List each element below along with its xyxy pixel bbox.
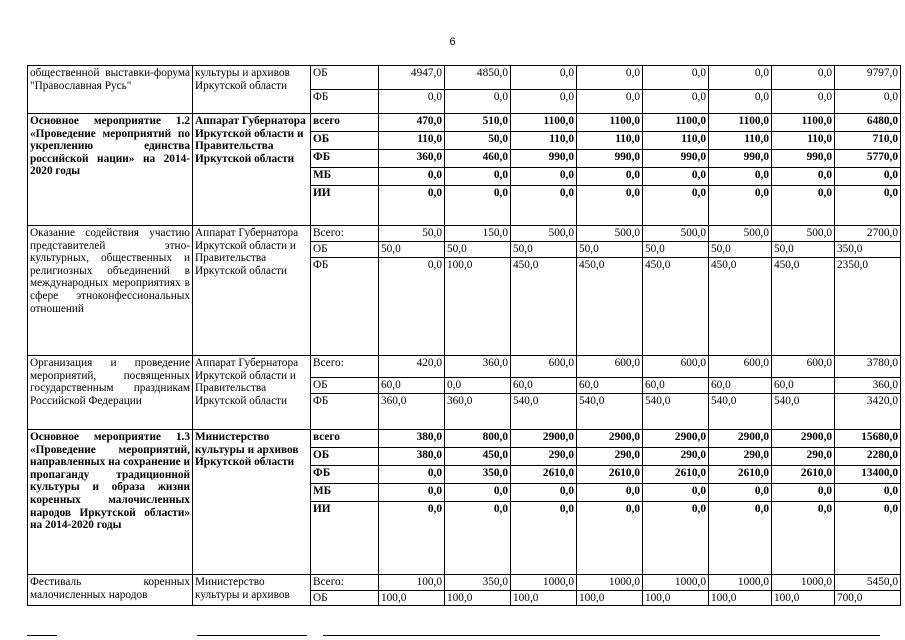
funding-source: ФБ bbox=[311, 258, 379, 356]
funding-source: Всего: bbox=[311, 356, 379, 378]
year-value: 110,0 bbox=[772, 132, 835, 150]
year-value: 600,0 bbox=[709, 356, 772, 378]
funding-source: ФБ bbox=[311, 150, 379, 168]
year-value: 0,0 bbox=[445, 378, 511, 394]
year-value: 450,0 bbox=[772, 258, 835, 356]
year-value: 350,0 bbox=[445, 466, 511, 484]
page-number: 6 bbox=[449, 36, 456, 48]
year-value: 360,0 bbox=[379, 150, 445, 168]
year-value: 2900,0 bbox=[709, 430, 772, 448]
year-value: 50,0 bbox=[379, 242, 445, 258]
page-cut-edge bbox=[27, 630, 880, 640]
year-value: 50,0 bbox=[379, 226, 445, 242]
year-value: 0,0 bbox=[709, 90, 772, 114]
year-value: 100,0 bbox=[643, 590, 709, 606]
year-value: 500,0 bbox=[772, 226, 835, 242]
executor-name: Аппарат Губернатора Иркутской области и Правительства Иркутской области bbox=[193, 356, 311, 430]
total-value: 710,0 bbox=[835, 132, 901, 150]
year-value: 100,0 bbox=[772, 590, 835, 606]
year-value: 0,0 bbox=[577, 168, 643, 186]
year-value: 60,0 bbox=[577, 378, 643, 394]
year-value: 0,0 bbox=[379, 484, 445, 502]
year-value: 50,0 bbox=[643, 242, 709, 258]
year-value: 540,0 bbox=[643, 394, 709, 430]
year-value: 360,0 bbox=[379, 394, 445, 430]
year-value: 0,0 bbox=[772, 168, 835, 186]
year-value: 110,0 bbox=[577, 132, 643, 150]
year-value: 110,0 bbox=[379, 132, 445, 150]
funding-source: ФБ bbox=[311, 90, 379, 114]
year-value: 540,0 bbox=[772, 394, 835, 430]
year-value: 540,0 bbox=[577, 394, 643, 430]
year-value: 290,0 bbox=[577, 448, 643, 466]
year-value: 0,0 bbox=[643, 168, 709, 186]
year-value: 470,0 bbox=[379, 114, 445, 132]
year-value: 50,0 bbox=[445, 132, 511, 150]
year-value: 4850,0 bbox=[445, 66, 511, 90]
year-value: 4947,0 bbox=[379, 66, 445, 90]
year-value: 1100,0 bbox=[772, 114, 835, 132]
year-value: 450,0 bbox=[445, 448, 511, 466]
executor-name: Аппарат Губернатора Иркутской области и Правительства Иркутской области bbox=[193, 226, 311, 356]
year-value: 50,0 bbox=[709, 242, 772, 258]
activity-description: Организация и проведение мероприятий, посвященных государственным праздникам Российской Федерации bbox=[28, 356, 193, 430]
total-value: 700,0 bbox=[835, 590, 901, 606]
year-value: 0,0 bbox=[772, 66, 835, 90]
year-value: 2610,0 bbox=[643, 466, 709, 484]
funding-source: МБ bbox=[311, 168, 379, 186]
year-value: 0,0 bbox=[643, 66, 709, 90]
funding-source: МБ bbox=[311, 484, 379, 502]
executor-name: Аппарат Губернатора Иркутской области и Правительства Иркутской области bbox=[193, 114, 311, 226]
year-value: 110,0 bbox=[511, 132, 577, 150]
year-value: 0,0 bbox=[445, 168, 511, 186]
total-value: 0,0 bbox=[835, 90, 901, 114]
year-value: 50,0 bbox=[772, 242, 835, 258]
year-value: 60,0 bbox=[643, 378, 709, 394]
year-value: 0,0 bbox=[577, 502, 643, 575]
total-value: 2700,0 bbox=[835, 226, 901, 242]
year-value: 100,0 bbox=[445, 258, 511, 356]
year-value: 500,0 bbox=[643, 226, 709, 242]
year-value: 100,0 bbox=[709, 590, 772, 606]
year-value: 0,0 bbox=[772, 90, 835, 114]
year-value: 2610,0 bbox=[709, 466, 772, 484]
year-value: 600,0 bbox=[511, 356, 577, 378]
year-value: 380,0 bbox=[379, 448, 445, 466]
year-value: 0,0 bbox=[445, 90, 511, 114]
year-value: 0,0 bbox=[379, 466, 445, 484]
year-value: 50,0 bbox=[445, 242, 511, 258]
year-value: 0,0 bbox=[577, 66, 643, 90]
funding-source: ОБ bbox=[311, 66, 379, 90]
funding-source: всего bbox=[311, 114, 379, 132]
year-value: 0,0 bbox=[709, 66, 772, 90]
year-value: 60,0 bbox=[379, 378, 445, 394]
executor-name: Министерство культуры и архивов bbox=[193, 575, 311, 606]
year-value: 1100,0 bbox=[511, 114, 577, 132]
year-value: 1100,0 bbox=[709, 114, 772, 132]
year-value: 0,0 bbox=[379, 90, 445, 114]
table-row bbox=[28, 66, 901, 90]
year-value: 50,0 bbox=[511, 242, 577, 258]
year-value: 360,0 bbox=[445, 356, 511, 378]
table-row bbox=[28, 575, 901, 591]
year-value: 60,0 bbox=[511, 378, 577, 394]
year-value: 0,0 bbox=[577, 484, 643, 502]
funding-source: ОБ bbox=[311, 242, 379, 258]
year-value: 1000,0 bbox=[709, 575, 772, 591]
funding-source: ФБ bbox=[311, 394, 379, 430]
year-value: 460,0 bbox=[445, 150, 511, 168]
year-value: 0,0 bbox=[643, 502, 709, 575]
year-value: 290,0 bbox=[772, 448, 835, 466]
year-value: 1100,0 bbox=[643, 114, 709, 132]
total-value: 5450,0 bbox=[835, 575, 901, 591]
funding-source: ОБ bbox=[311, 590, 379, 606]
year-value: 450,0 bbox=[643, 258, 709, 356]
year-value: 60,0 bbox=[709, 378, 772, 394]
total-value: 0,0 bbox=[835, 186, 901, 226]
year-value: 500,0 bbox=[577, 226, 643, 242]
year-value: 450,0 bbox=[577, 258, 643, 356]
total-value: 0,0 bbox=[835, 502, 901, 575]
year-value: 350,0 bbox=[445, 575, 511, 591]
year-value: 0,0 bbox=[772, 186, 835, 226]
year-value: 50,0 bbox=[577, 242, 643, 258]
year-value: 1100,0 bbox=[577, 114, 643, 132]
year-value: 0,0 bbox=[643, 186, 709, 226]
year-value: 540,0 bbox=[709, 394, 772, 430]
year-value: 540,0 bbox=[511, 394, 577, 430]
table-row bbox=[28, 430, 901, 448]
year-value: 2610,0 bbox=[577, 466, 643, 484]
year-value: 100,0 bbox=[445, 590, 511, 606]
year-value: 1000,0 bbox=[643, 575, 709, 591]
year-value: 990,0 bbox=[709, 150, 772, 168]
year-value: 1000,0 bbox=[772, 575, 835, 591]
total-value: 9797,0 bbox=[835, 66, 901, 90]
year-value: 380,0 bbox=[379, 430, 445, 448]
total-value: 13400,0 bbox=[835, 466, 901, 484]
year-value: 510,0 bbox=[445, 114, 511, 132]
year-value: 0,0 bbox=[511, 90, 577, 114]
total-value: 0,0 bbox=[835, 168, 901, 186]
year-value: 0,0 bbox=[643, 90, 709, 114]
total-value: 3420,0 bbox=[835, 394, 901, 430]
year-value: 0,0 bbox=[445, 484, 511, 502]
funding-source: Всего: bbox=[311, 226, 379, 242]
funding-source: всего bbox=[311, 430, 379, 448]
total-value: 15680,0 bbox=[835, 430, 901, 448]
year-value: 990,0 bbox=[643, 150, 709, 168]
total-value: 0,0 bbox=[835, 484, 901, 502]
year-value: 0,0 bbox=[772, 502, 835, 575]
year-value: 150,0 bbox=[445, 226, 511, 242]
year-value: 2900,0 bbox=[577, 430, 643, 448]
year-value: 0,0 bbox=[511, 484, 577, 502]
year-value: 0,0 bbox=[511, 66, 577, 90]
year-value: 600,0 bbox=[577, 356, 643, 378]
year-value: 600,0 bbox=[772, 356, 835, 378]
year-value: 0,0 bbox=[445, 186, 511, 226]
year-value: 420,0 bbox=[379, 356, 445, 378]
year-value: 2900,0 bbox=[511, 430, 577, 448]
year-value: 990,0 bbox=[577, 150, 643, 168]
year-value: 0,0 bbox=[577, 90, 643, 114]
year-value: 0,0 bbox=[772, 484, 835, 502]
total-value: 2350,0 bbox=[835, 258, 901, 356]
activity-description: Оказание содействия участию представителей этно-культурных, общественных и религиозных объединений в международных мероприятиях в сфере этноконфессиональных отношений bbox=[28, 226, 193, 356]
activity-description: Основное мероприятие 1.3 «Проведение мероприятий, направленных на сохранение и пропаганду традиционной культуры и образа жизни коренных малочисленных народов Иркутской области» на 2014-2020 годы bbox=[28, 430, 193, 575]
table-row bbox=[28, 114, 901, 132]
funding-source: ОБ bbox=[311, 132, 379, 150]
year-value: 110,0 bbox=[643, 132, 709, 150]
year-value: 0,0 bbox=[709, 168, 772, 186]
year-value: 450,0 bbox=[511, 258, 577, 356]
year-value: 60,0 bbox=[772, 378, 835, 394]
year-value: 0,0 bbox=[577, 186, 643, 226]
year-value: 2610,0 bbox=[772, 466, 835, 484]
funding-source: Всего: bbox=[311, 575, 379, 591]
total-value: 6480,0 bbox=[835, 114, 901, 132]
activity-description: Основное мероприятие 1.2 «Проведение мероприятий по укреплению единства российской нации» на 2014-2020 годы bbox=[28, 114, 193, 226]
funding-source: ОБ bbox=[311, 378, 379, 394]
year-value: 0,0 bbox=[379, 258, 445, 356]
funding-source: ИИ bbox=[311, 502, 379, 575]
total-value: 5770,0 bbox=[835, 150, 901, 168]
year-value: 990,0 bbox=[511, 150, 577, 168]
executor-name: Министерство культуры и архивов Иркутской области bbox=[193, 430, 311, 575]
year-value: 0,0 bbox=[445, 502, 511, 575]
year-value: 290,0 bbox=[511, 448, 577, 466]
year-value: 500,0 bbox=[709, 226, 772, 242]
total-value: 2280,0 bbox=[835, 448, 901, 466]
year-value: 100,0 bbox=[379, 575, 445, 591]
year-value: 1000,0 bbox=[577, 575, 643, 591]
year-value: 360,0 bbox=[445, 394, 511, 430]
table-row bbox=[28, 226, 901, 242]
year-value: 0,0 bbox=[643, 484, 709, 502]
year-value: 100,0 bbox=[379, 590, 445, 606]
year-value: 2610,0 bbox=[511, 466, 577, 484]
year-value: 500,0 bbox=[511, 226, 577, 242]
year-value: 0,0 bbox=[709, 186, 772, 226]
year-value: 110,0 bbox=[709, 132, 772, 150]
year-value: 0,0 bbox=[511, 186, 577, 226]
table-row bbox=[28, 356, 901, 378]
year-value: 1000,0 bbox=[511, 575, 577, 591]
budget-table bbox=[27, 65, 901, 606]
year-value: 0,0 bbox=[379, 502, 445, 575]
year-value: 0,0 bbox=[709, 484, 772, 502]
year-value: 290,0 bbox=[709, 448, 772, 466]
year-value: 2900,0 bbox=[772, 430, 835, 448]
funding-source: ОБ bbox=[311, 448, 379, 466]
year-value: 0,0 bbox=[709, 502, 772, 575]
year-value: 800,0 bbox=[445, 430, 511, 448]
year-value: 290,0 bbox=[643, 448, 709, 466]
year-value: 450,0 bbox=[709, 258, 772, 356]
year-value: 0,0 bbox=[511, 502, 577, 575]
total-value: 3780,0 bbox=[835, 356, 901, 378]
year-value: 0,0 bbox=[379, 186, 445, 226]
executor-name: культуры и архивов Иркутской области bbox=[193, 66, 311, 114]
total-value: 350,0 bbox=[835, 242, 901, 258]
total-value: 360,0 bbox=[835, 378, 901, 394]
year-value: 2900,0 bbox=[643, 430, 709, 448]
year-value: 100,0 bbox=[577, 590, 643, 606]
activity-description: общественной выставки-форума "Православная Русь" bbox=[28, 66, 193, 114]
year-value: 600,0 bbox=[643, 356, 709, 378]
year-value: 0,0 bbox=[511, 168, 577, 186]
year-value: 990,0 bbox=[772, 150, 835, 168]
year-value: 100,0 bbox=[511, 590, 577, 606]
year-value: 0,0 bbox=[379, 168, 445, 186]
funding-source: ИИ bbox=[311, 186, 379, 226]
activity-description: Фестиваль коренных малочисленных народов bbox=[28, 575, 193, 606]
funding-source: ФБ bbox=[311, 466, 379, 484]
